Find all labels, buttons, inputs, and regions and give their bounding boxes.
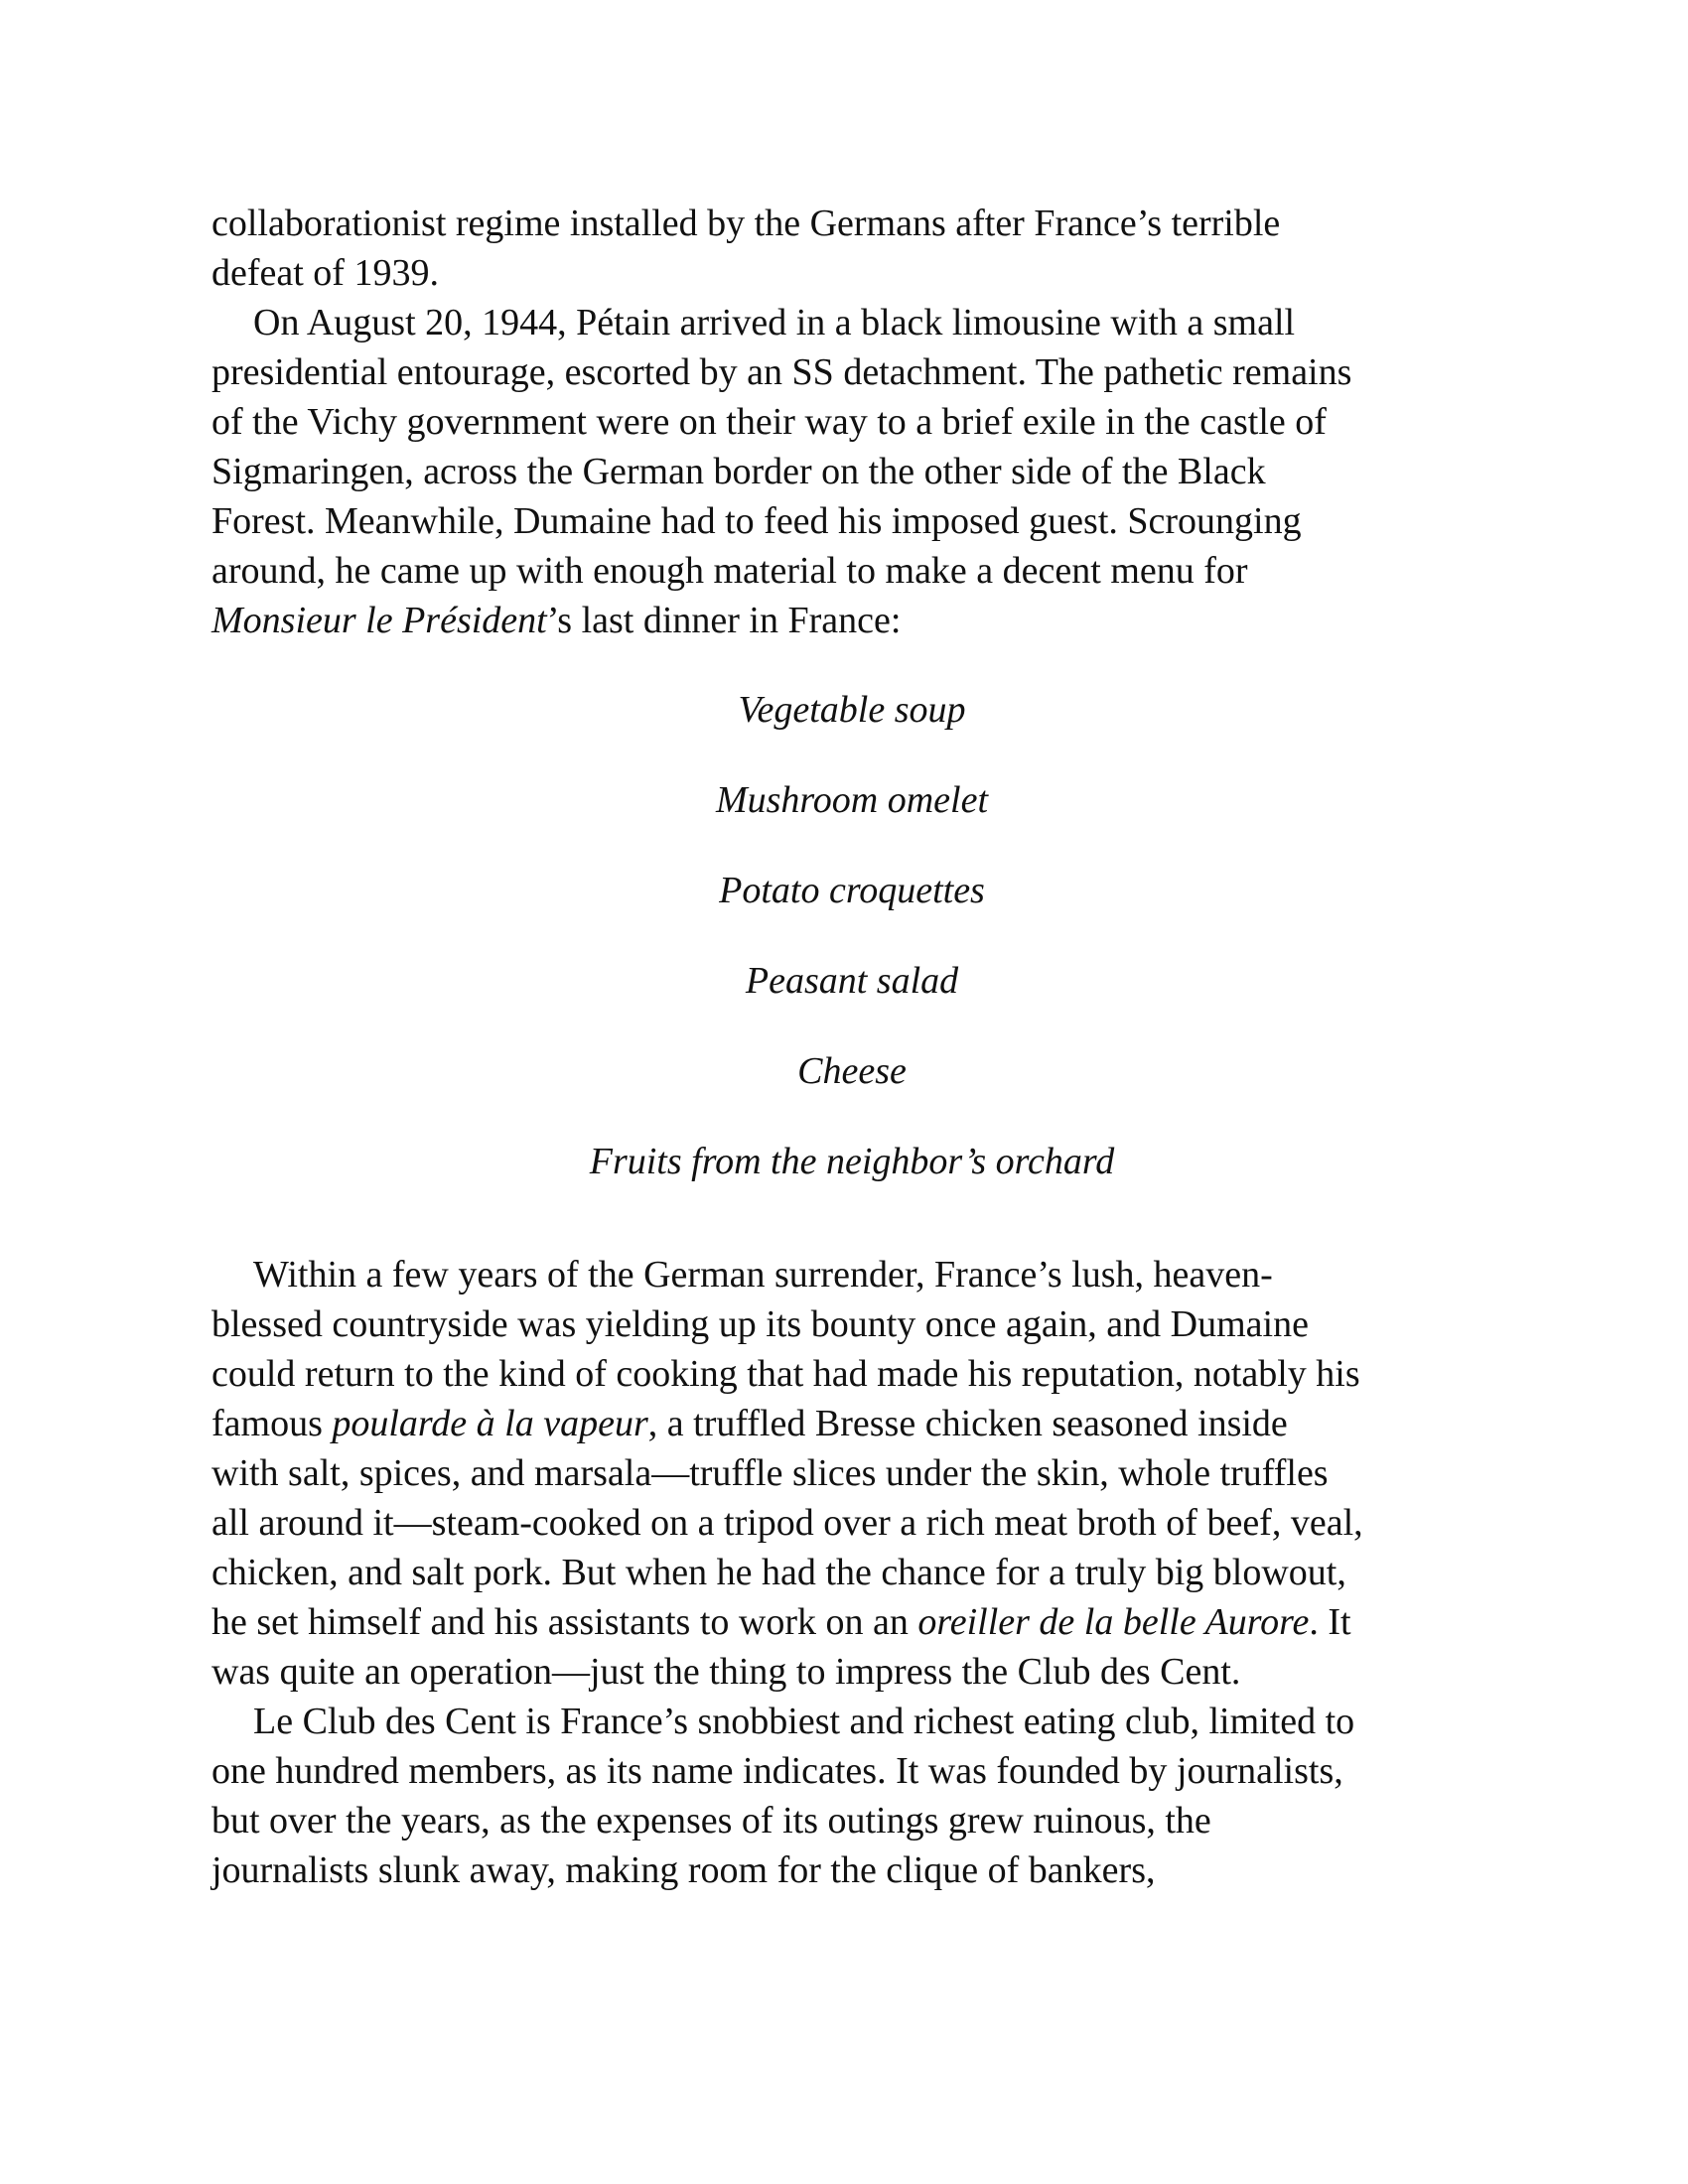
menu-item: Potato croquettes	[719, 870, 985, 911]
paragraph-2-italic: Monsieur le Président	[211, 600, 547, 641]
paragraph-2	[211, 298, 1492, 645]
paragraph-3-italic-2: oreiller de la belle Aurore	[917, 1601, 1310, 1643]
menu-item: Cheese	[797, 1050, 907, 1092]
paragraph-2-tail: ’s last dinner in France:	[546, 600, 902, 641]
paragraph-1	[211, 199, 1492, 298]
paragraph-2-text: On August 20, 1944, Pétain arrived in a black limousine with a small presidential entourage, escorted by an SS detachment. The pathetic remains of the Vichy government were on their way to a brief exile in the castle of Sigmaringen, across the German border on the other side of the Black Forest. Meanwhile, Dumaine had to feed his imposed guest. Scrounging around, he came up with enough material to make a decent menu for	[211, 302, 1352, 592]
page-body	[211, 199, 1492, 1895]
paragraph-4-text: Le Club des Cent is France’s snobbiest and richest eating club, limited to one hundred members, as its name indicates. It was founded by journalists, but over the years, as the expenses of its outings grew ruinous, the journalists slunk away, making room for the clique of bankers,	[211, 1701, 1355, 1891]
paragraph-3-text-a: Within a few years of the German surrender, France’s lush, heaven- blessed countryside was yielding up its bounty once again, and Dumaine could return to the kind of cooking that had made his reputation, notably his famous	[211, 1254, 1360, 1444]
paragraph-4	[211, 1697, 1492, 1895]
paragraph-3	[211, 1250, 1492, 1697]
paragraph-1-text: collaborationist regime installed by the Germans after France’s terrible defeat of 1939.	[211, 203, 1281, 294]
menu-item: Peasant salad	[745, 960, 959, 1002]
dinner-menu	[211, 685, 1492, 1186]
menu-item: Vegetable soup	[738, 689, 966, 731]
menu-item: Mushroom omelet	[715, 779, 989, 821]
paragraph-3-italic-1: poularde à la vapeur	[332, 1403, 648, 1444]
paragraph-3-text-b: , a truffled Bresse chicken seasoned inside with salt, spices, and marsala—truffle slices under the skin, whole truffles all around it—steam-cooked on a tripod over a rich meat broth of beef, veal, chicken, and salt pork. But when he had the chance for a truly big blowout, he set himself and his assistants to work on an	[211, 1403, 1363, 1643]
paragraph-3-text-c: . It was quite an operation—just the thing to impress the Club des Cent.	[211, 1601, 1351, 1693]
menu-item: Fruits from the neighbor’s orchard	[589, 1141, 1115, 1182]
